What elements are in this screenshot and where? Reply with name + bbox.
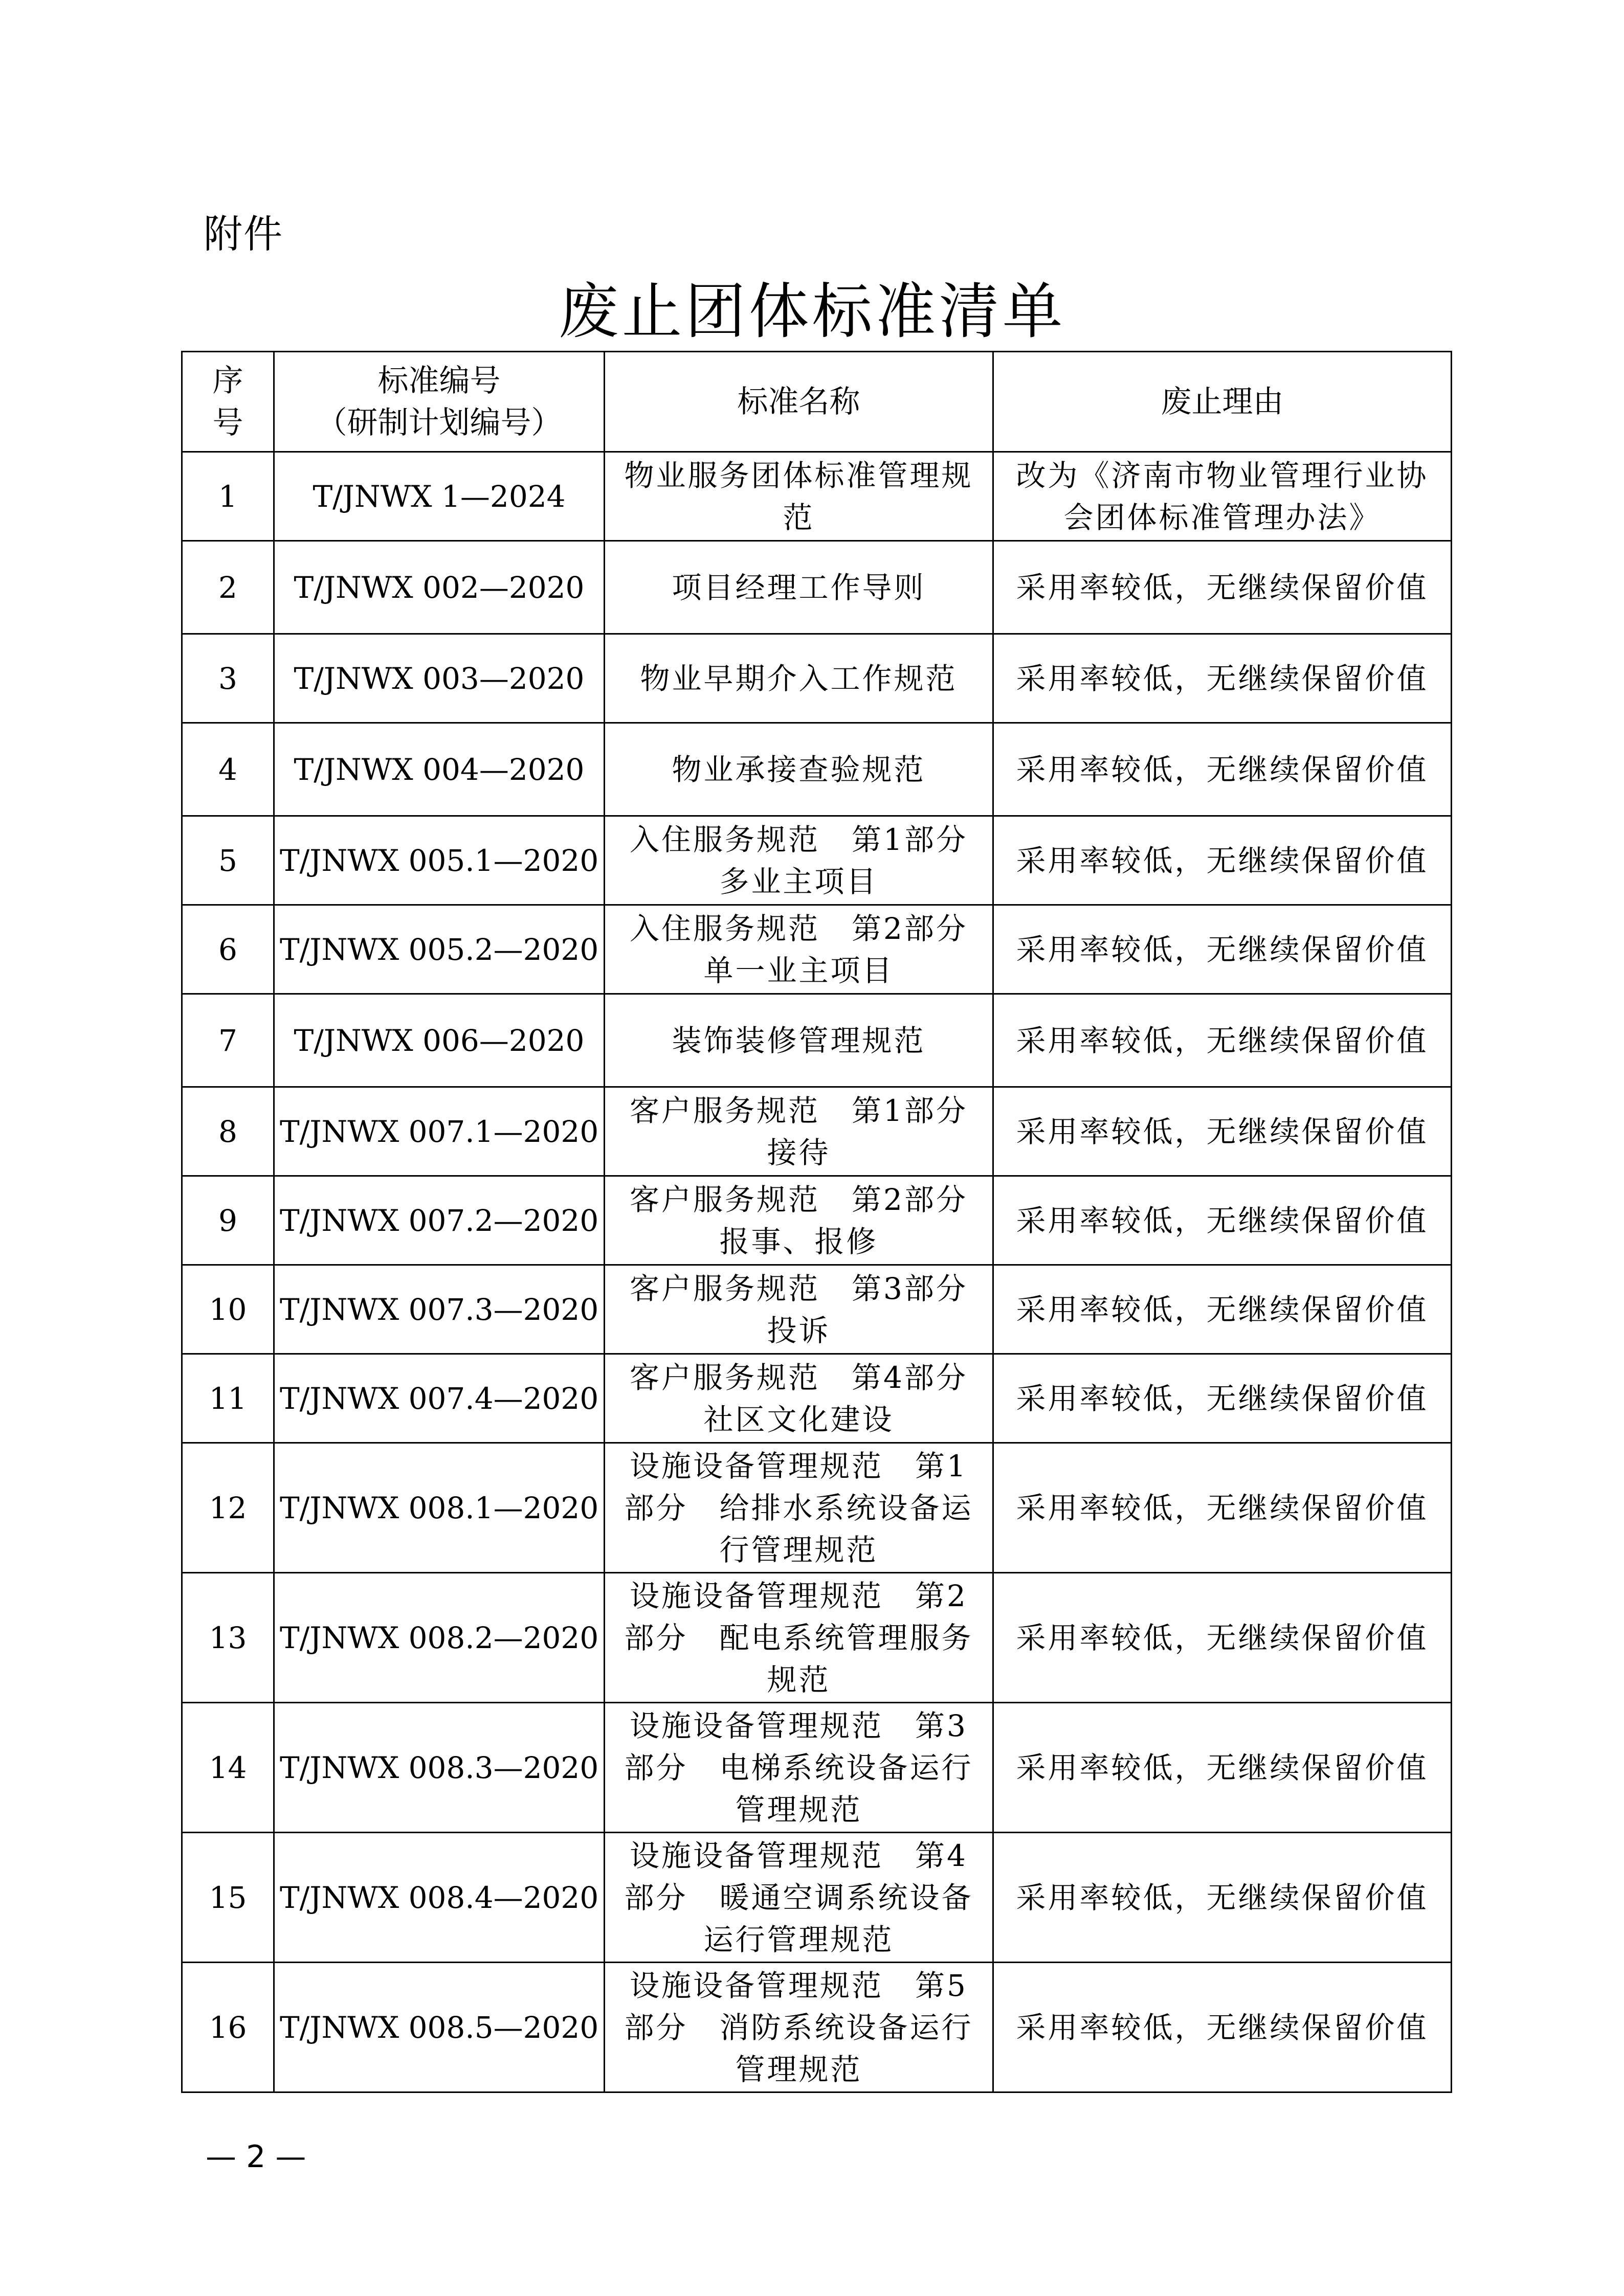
row-code: T/JNWX 005.2—2020 (274, 905, 605, 994)
row-name: 设施设备管理规范 第4部分 暖通空调系统设备运行管理规范 (605, 1833, 993, 1963)
row-name: 客户服务规范 第3部分 投诉 (605, 1265, 993, 1354)
row-no: 13 (182, 1573, 274, 1703)
row-code: T/JNWX 008.5—2020 (274, 1963, 605, 2092)
table-row (182, 1265, 1452, 1354)
abolished-standards-table (181, 351, 1452, 2093)
row-no: 3 (182, 634, 274, 723)
header-code-line2: （研制计划编号） (316, 404, 562, 441)
table-row (182, 1354, 1452, 1443)
page-title: 废止团体标准清单 (558, 276, 1066, 347)
table-row (182, 723, 1452, 816)
row-no: 12 (182, 1443, 274, 1573)
row-code: T/JNWX 006—2020 (274, 994, 605, 1087)
table-header-row (182, 352, 1452, 452)
row-no: 2 (182, 541, 274, 634)
row-code: T/JNWX 007.4—2020 (274, 1354, 605, 1443)
row-code: T/JNWX 008.3—2020 (274, 1703, 605, 1833)
row-reason: 采用率较低，无继续保留价值 (993, 634, 1452, 723)
row-code: T/JNWX 1—2024 (274, 452, 605, 541)
table-row (182, 1176, 1452, 1265)
header-no (182, 352, 274, 452)
table-row (182, 541, 1452, 634)
table-row (182, 1963, 1452, 2092)
row-code: T/JNWX 008.1—2020 (274, 1443, 605, 1573)
row-name: 客户服务规范 第4部分 社区文化建设 (605, 1354, 993, 1443)
row-code: T/JNWX 007.2—2020 (274, 1176, 605, 1265)
row-reason: 采用率较低，无继续保留价值 (993, 1833, 1452, 1963)
row-code: T/JNWX 007.1—2020 (274, 1087, 605, 1176)
row-reason-line2: 会团体标准管理办法》 (1063, 500, 1381, 535)
table-row (182, 994, 1452, 1087)
header-name: 标准名称 (605, 352, 993, 452)
row-name: 物业承接查验规范 (605, 723, 993, 816)
row-reason-line1: 改为《济南市物业管理行业协 (1016, 458, 1429, 493)
row-no: 5 (182, 816, 274, 905)
table-row (182, 452, 1452, 541)
row-no: 14 (182, 1703, 274, 1833)
row-reason: 采用率较低，无继续保留价值 (993, 723, 1452, 816)
row-reason: 采用率较低，无继续保留价值 (993, 1573, 1452, 1703)
row-reason: 采用率较低，无继续保留价值 (993, 816, 1452, 905)
row-name: 客户服务规范 第2部分 报事、报修 (605, 1176, 993, 1265)
row-reason: 采用率较低，无继续保留价值 (993, 1443, 1452, 1573)
table-row (182, 1087, 1452, 1176)
row-name: 项目经理工作导则 (605, 541, 993, 634)
row-no: 15 (182, 1833, 274, 1963)
row-no: 8 (182, 1087, 274, 1176)
row-code: T/JNWX 008.4—2020 (274, 1833, 605, 1963)
row-code: T/JNWX 008.2—2020 (274, 1573, 605, 1703)
row-no: 4 (182, 723, 274, 816)
row-reason: 采用率较低，无继续保留价值 (993, 994, 1452, 1087)
row-name: 设施设备管理规范 第5部分 消防系统设备运行管理规范 (605, 1963, 993, 2092)
table-row (182, 816, 1452, 905)
header-code (274, 352, 605, 452)
row-reason: 采用率较低，无继续保留价值 (993, 1963, 1452, 2092)
row-name: 物业早期介入工作规范 (605, 634, 993, 723)
row-no: 6 (182, 905, 274, 994)
page-number: — 2 — (206, 2139, 306, 2175)
row-name: 设施设备管理规范 第2部分 配电系统管理服务规范 (605, 1573, 993, 1703)
table-row (182, 905, 1452, 994)
row-reason: 采用率较低，无继续保留价值 (993, 1176, 1452, 1265)
row-reason: 采用率较低，无继续保留价值 (993, 1265, 1452, 1354)
row-no: 10 (182, 1265, 274, 1354)
row-code: T/JNWX 002—2020 (274, 541, 605, 634)
header-no-text: 序号 (212, 363, 243, 441)
table-row (182, 1573, 1452, 1703)
row-reason: 采用率较低，无继续保留价值 (993, 1703, 1452, 1833)
row-reason: 采用率较低，无继续保留价值 (993, 1354, 1452, 1443)
row-reason: 采用率较低，无继续保留价值 (993, 541, 1452, 634)
row-name: 客户服务规范 第1部分 接待 (605, 1087, 993, 1176)
header-code-line1: 标准编号 (377, 363, 501, 399)
row-no: 11 (182, 1354, 274, 1443)
row-no: 9 (182, 1176, 274, 1265)
row-reason: 采用率较低，无继续保留价值 (993, 1087, 1452, 1176)
row-reason: 采用率较低，无继续保留价值 (993, 905, 1452, 994)
row-name: 装饰装修管理规范 (605, 994, 993, 1087)
row-name: 入住服务规范 第2部分 单一业主项目 (605, 905, 993, 994)
table-row (182, 634, 1452, 723)
row-code: T/JNWX 003—2020 (274, 634, 605, 723)
row-no: 16 (182, 1963, 274, 2092)
table-row (182, 1703, 1452, 1833)
row-code: T/JNWX 004—2020 (274, 723, 605, 816)
row-name: 入住服务规范 第1部分 多业主项目 (605, 816, 993, 905)
row-code: T/JNWX 007.3—2020 (274, 1265, 605, 1354)
row-name: 设施设备管理规范 第3部分 电梯系统设备运行管理规范 (605, 1703, 993, 1833)
attachment-label: 附件 (204, 211, 283, 257)
row-no: 1 (182, 452, 274, 541)
row-name: 设施设备管理规范 第1部分 给排水系统设备运行管理规范 (605, 1443, 993, 1573)
row-reason (993, 452, 1452, 541)
row-code: T/JNWX 005.1—2020 (274, 816, 605, 905)
table-row (182, 1833, 1452, 1963)
row-no: 7 (182, 994, 274, 1087)
table-row (182, 1443, 1452, 1573)
header-reason: 废止理由 (993, 352, 1452, 452)
row-name: 物业服务团体标准管理规范 (605, 452, 993, 541)
